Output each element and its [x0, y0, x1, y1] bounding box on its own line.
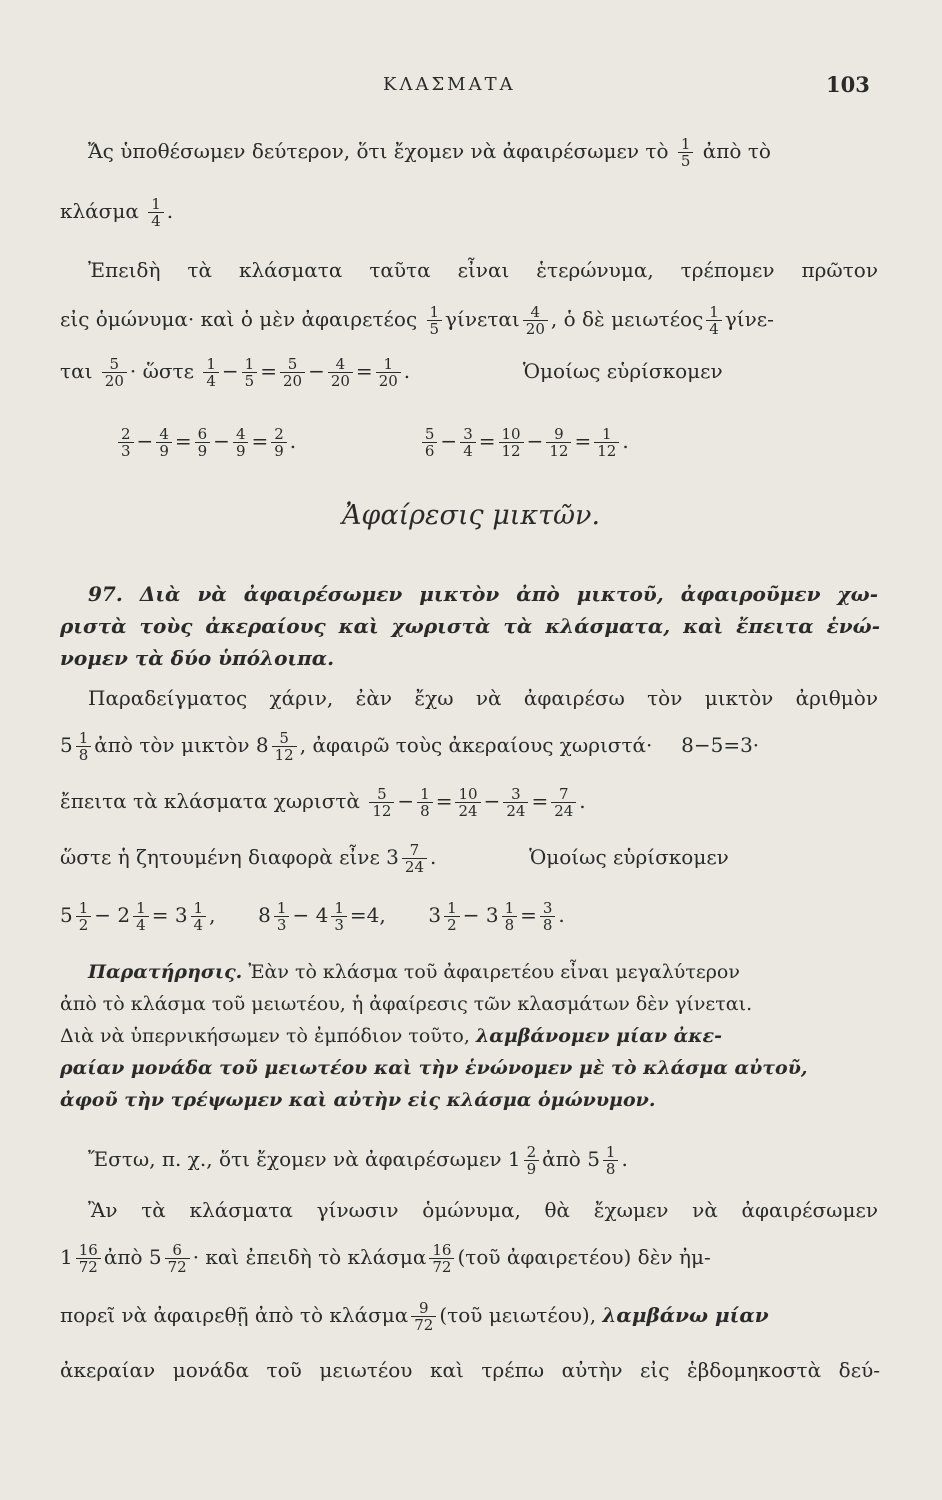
equation-line: 5 $\frac{1}{2}$ − 2 $\frac{1}{4}$ = 3 $\frac{1}{4}$ , 8 $\frac{1}{3}$ − 4 $\frac{1}{3}$ =4, 3 $\frac{1}{2}$ − 3 $\frac{1}{8}$ = $\frac{3}{8}$ .	[60, 899, 565, 934]
page-header	[0, 70, 942, 100]
text-line: Ἂν τὰ κλάσματα γίνωσιν ὁμώνυμα, θὰ ἔχωμεν νὰ ἀφαιρέσωμεν	[88, 1198, 878, 1222]
fraction: $\frac{4}{9}$	[156, 426, 172, 459]
text-line: ραίαν μονάδα τοῦ μειωτέου καὶ τὴν ἑνώνομεν μὲ τὸ κλάσμα αὐτοῦ,	[60, 1057, 808, 1079]
text-line: ὥστε ἡ ζητουμένη διαφορὰ εἶνε 3 $\frac{7}{24}$ . Ὁμοίως εὑρίσκομεν	[60, 841, 729, 876]
observation-label: Παρατήρησις.	[88, 961, 243, 983]
running-title: ΚΛΑΣΜΑΤΑ	[383, 74, 516, 95]
text-line: ἀκεραίαν μονάδα τοῦ μειωτέου καὶ τρέπω αὐτὴν εἰς ἑβδομηκοστὰ δεύ-	[60, 1358, 880, 1382]
text-line: πορεῖ νὰ ἀφαιρεθῇ ἀπὸ τὸ κλάσμα $\frac{9}{72}$ (τοῦ μειωτέου), λαμβάνω μίαν	[60, 1299, 769, 1334]
text-line: Παραδείγματος χάριν, ἐὰν ἔχω νὰ ἀφαιρέσω τὸν μικτὸν ἀριθμὸν	[88, 686, 878, 710]
fraction: $\frac{2}{3}$	[118, 426, 134, 459]
fraction: $\frac{16}{72}$	[76, 1242, 101, 1275]
text-line: Ἔστω, π. χ., ὅτι ἔχομεν νὰ ἀφαιρέσωμεν 1 $\frac{2}{9}$ ἀπὸ 5 $\frac{1}{8}$ .	[88, 1143, 628, 1178]
fraction: $\frac{3}{24}$	[503, 786, 528, 819]
fraction: $\frac{1}{5}$	[242, 356, 258, 389]
fraction: $\frac{3}{8}$	[540, 900, 556, 933]
fraction: $\frac{3}{4}$	[460, 426, 476, 459]
rule-line: 97. Διὰ νὰ ἀφαιρέσωμεν μικτὸν ἀπὸ μικτοῦ, ἀφαιροῦμεν χω-	[88, 582, 878, 606]
fraction: $\frac{1}{3}$	[331, 900, 347, 933]
fraction: $\frac{9}{12}$	[546, 426, 571, 459]
page-number: 103	[826, 72, 870, 97]
text-line: ἀπὸ τὸ κλάσμα τοῦ μειωτέου, ἡ ἀφαίρεσις τῶν κλασμάτων δὲν γίνεται.	[60, 993, 753, 1015]
fraction: $\frac{5}{20}$	[280, 356, 305, 389]
text-line: 1 $\frac{16}{72}$ ἀπὸ 5 $\frac{6}{72}$ · καὶ ἐπειδὴ τὸ κλάσμα $\frac{16}{72}$ (τοῦ ἀφαιρετέου) δὲν ἠμ-	[60, 1241, 711, 1276]
fraction: $\frac{1}{4}$	[706, 304, 722, 337]
fraction: $\frac{1}{12}$	[594, 426, 619, 459]
fraction: $\frac{1}{4}$	[148, 196, 164, 229]
fraction: $\frac{10}{24}$	[455, 786, 480, 819]
text-line: ἀφοῦ τὴν τρέψωμεν καὶ αὐτὴν εἰς κλάσμα ὁμώνυμον.	[60, 1089, 656, 1111]
fraction: $\frac{5}{12}$	[272, 730, 297, 763]
fraction: $\frac{1}{4}$	[203, 356, 219, 389]
fraction: $\frac{1}{8}$	[603, 1144, 619, 1177]
fraction: $\frac{5}{20}$	[102, 356, 127, 389]
fraction: $\frac{9}{72}$	[411, 1300, 436, 1333]
fraction: $\frac{1}{5}$	[427, 304, 443, 337]
text-line	[88, 136, 878, 169]
fraction: $\frac{4}{9}$	[233, 426, 249, 459]
fraction: $\frac{16}{72}$	[429, 1242, 454, 1275]
section-title: Ἀφαίρεσις μικτῶν.	[341, 500, 601, 531]
text-line: Παρατήρησις. Ἐὰν τὸ κλάσμα τοῦ ἀφαιρετέου εἶναι μεγαλύτερον	[88, 961, 740, 983]
fraction: $\frac{1}{4}$	[191, 900, 207, 933]
fraction: $\frac{1}{20}$	[376, 356, 401, 389]
fraction: $\frac{5}{12}$	[369, 786, 394, 819]
fraction: $\frac{1}{2}$	[444, 900, 460, 933]
fraction: $\frac{1}{8}$	[76, 730, 92, 763]
text-line: 5 $\frac{1}{8}$ ἀπὸ τὸν μικτὸν 8 $\frac{5}{12}$ , ἀφαιρῶ τοὺς ἀκεραίους χωριστά· 8−5=3·	[60, 729, 760, 764]
fraction: $\frac{6}{9}$	[195, 426, 211, 459]
equation-line: $\frac{2}{3}$ − $\frac{4}{9}$ = $\frac{6}{9}$ − $\frac{4}{9}$ = $\frac{2}{9}$ . $\frac{5}{6}$ − $\frac{3}{4}$ = $\frac{10}{12}$ − $\frac{9}{12}$ = $\frac{1}{12}$ .	[115, 426, 875, 459]
text: Ἄς ὑποθέσωμεν δεύτερον, ὅτι ἔχομεν νὰ ἀφαιρέσωμεν τὸ	[88, 139, 669, 163]
fraction: $\frac{1}{2}$	[76, 900, 92, 933]
fraction: $\frac{1}{3}$	[274, 900, 290, 933]
text-line: ἔπειτα τὰ κλάσματα χωριστὰ $\frac{5}{12}$ − $\frac{1}{8}$ = $\frac{10}{24}$ − $\frac{3}{24}$ = $\frac{7}{24}$ .	[60, 785, 586, 820]
fraction: $\frac{1}{8}$	[417, 786, 433, 819]
text: κλάσμα	[60, 199, 139, 223]
fraction: $\frac{1}{8}$	[502, 900, 518, 933]
fraction: $\frac{4}{20}$	[328, 356, 353, 389]
fraction: $\frac{7}{24}$	[402, 842, 427, 875]
fraction: $\frac{7}{24}$	[551, 786, 576, 819]
fraction: $\frac{10}{12}$	[499, 426, 524, 459]
fraction: $\frac{1}{4}$	[133, 900, 149, 933]
text-line: εἰς ὁμώνυμα· καὶ ὁ μὲν ἀφαιρετέος $\frac{1}{5}$ γίνεται $\frac{4}{20}$ , ὁ δὲ μειωτέος $\frac{1}{4}$ γίνε-	[60, 303, 774, 338]
rule-line: ριστὰ τοὺς ἀκεραίους καὶ χωριστὰ τὰ κλάσματα, καὶ ἔπειτα ἑνώ-	[60, 614, 880, 638]
fraction: $\frac{4}{20}$	[523, 304, 548, 337]
text-line: ται $\frac{5}{20}$ · ὥστε $\frac{1}{4}$ − $\frac{1}{5}$ = $\frac{5}{20}$ − $\frac{4}{20}$ = $\frac{1}{20}$ . Ὁμοίως εὑρίσκομεν	[60, 355, 723, 390]
fraction: $\frac{6}{72}$	[165, 1242, 190, 1275]
fraction: $\frac{1}{5}$	[678, 136, 694, 169]
fraction: $\frac{2}{9}$	[524, 1144, 540, 1177]
fraction: $\frac{2}{9}$	[271, 426, 287, 459]
text-line: κλάσμα $\frac{1}{4}$ .	[60, 195, 174, 230]
fraction: $\frac{5}{6}$	[422, 426, 438, 459]
text-line: Ἐπειδὴ τὰ κλάσματα ταῦτα εἶναι ἑτερώνυμα, τρέπομεν πρῶτον	[88, 258, 878, 282]
rule-line: νομεν τὰ δύο ὑπόλοιπα.	[60, 646, 335, 670]
text-line: Διὰ νὰ ὑπερνικήσωμεν τὸ ἐμπόδιον τοῦτο, λαμβάνομεν μίαν ἀκε-	[60, 1025, 722, 1047]
text: ἀπὸ τὸ	[702, 139, 771, 163]
